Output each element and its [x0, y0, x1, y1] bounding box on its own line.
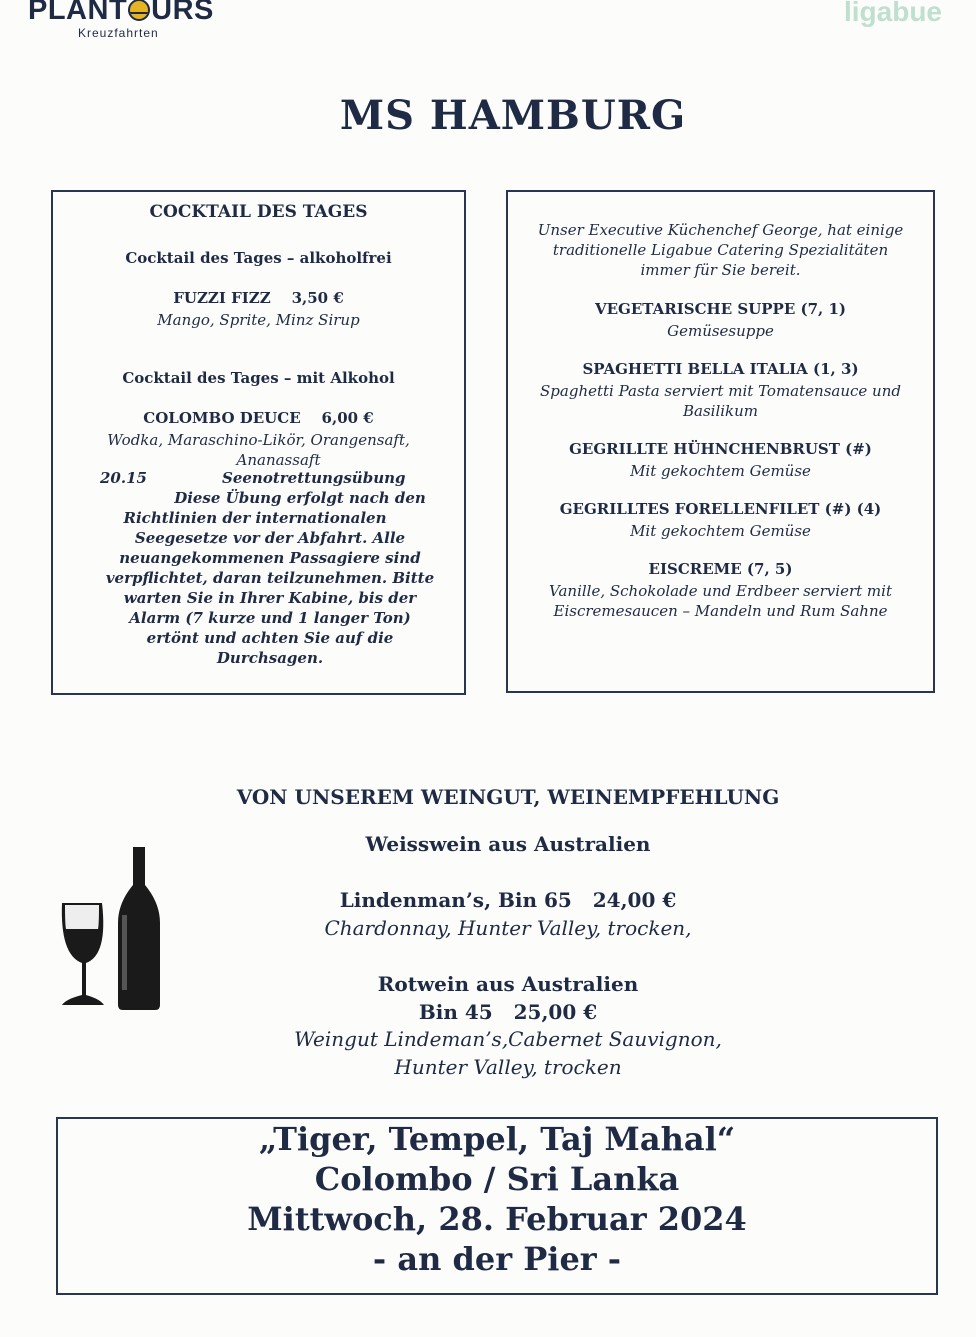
dish-name: EISCREME (7, 5) [648, 560, 793, 578]
chef-intro [508, 220, 933, 280]
dish-desc: Mit gekochtem Gemüse [630, 522, 811, 540]
red-wine-desc-line2: Hunter Valley, trocken [394, 1055, 622, 1079]
drill-line: Diese Übung erfolgt nach den [174, 489, 426, 507]
dish-desc: Vanille, Schokolade und Erdbeer serviert mit [549, 582, 892, 600]
cocktail-item-2 [53, 409, 464, 427]
wine-bottle-icon [118, 847, 160, 1010]
dish-desc: Eiscremesaucen – Mandeln und Rum Sahne [553, 602, 888, 620]
ligabue-logo: ligabue [843, 0, 942, 27]
white-wine-desc: Chardonnay, Hunter Valley, trocken, [324, 916, 692, 940]
wine-price: 25,00 € [513, 1000, 598, 1024]
section-label-nonalcoholic: Cocktail des Tages – alkoholfrei [125, 249, 392, 267]
cocktail-heading: COCKTAIL DES TAGES [149, 202, 368, 222]
dish-desc: Gemüsesuppe [667, 322, 774, 340]
dish-name: SPAGHETTI BELLA ITALIA (1, 3) [582, 360, 859, 378]
logo-subtitle: Kreuzfahrten [78, 26, 159, 40]
dish-name: GEGRILLTES FORELLENFILET (#) (4) [559, 500, 882, 518]
item-name: FUZZI FIZZ [173, 289, 271, 307]
dish-name: VEGETARISCHE SUPPE (7, 1) [594, 300, 846, 318]
dish-desc: Spaghetti Pasta serviert mit Tomatensauce und [540, 382, 901, 400]
red-wine-desc-line1: Weingut Lindeman’s,Cabernet Sauvignon, [294, 1027, 722, 1051]
drill-title: Seenotrettungsübung [222, 469, 406, 487]
drill-line: Seegesetze vor der Abfahrt. Alle [134, 529, 406, 547]
sun-icon [128, 0, 150, 21]
drill-line: verpflichtet, daran teilzunehmen. Bitte [105, 569, 435, 587]
item-price: 3,50 € [291, 289, 344, 307]
wine-heading: VON UNSEREM WEINGUT, WEINEMPFEHLUNG [236, 785, 780, 809]
date: Mittwoch, 28. Februar 2024 [247, 1200, 747, 1238]
intro-line: immer für Sie bereit. [640, 261, 801, 279]
wine-price: 24,00 € [592, 888, 677, 912]
pier-note: - an der Pier - [372, 1240, 622, 1278]
port-name: Colombo / Sri Lanka [314, 1160, 680, 1198]
item-name: COLOMBO DEUCE [143, 409, 301, 427]
drill-line: warten Sie in Ihrer Kabine, bis der [123, 589, 417, 607]
safety-drill-notice [80, 468, 460, 668]
drill-line: Alarm (7 kurze und 1 langer Ton) [129, 609, 411, 627]
excursion-title: „Tiger, Tempel, Taj Mahal“ [258, 1120, 736, 1158]
cocktail-item-1 [53, 289, 464, 307]
drill-line: ertönt und achten Sie auf die [146, 629, 394, 647]
item2-desc-line1: Wodka, Maraschino-Likör, Orangensaft, [107, 431, 410, 449]
intro-line: Unser Executive Küchenchef George, hat einige [537, 221, 904, 239]
plantours-logo [28, 0, 214, 40]
red-wine-label: Rotwein aus Australien [377, 972, 639, 996]
dish-desc: Basilikum [682, 402, 759, 420]
wine-glass-icon [62, 903, 104, 1005]
intro-line: traditionelle Ligabue Catering Spezialitäten [552, 241, 889, 259]
excursion-box [56, 1117, 938, 1295]
wine-name: Bin 45 [418, 1000, 493, 1024]
drill-time: 20.15 [100, 469, 147, 487]
dish-desc: Mit gekochtem Gemüse [630, 462, 811, 480]
page-title: MS HAMBURG [339, 92, 687, 139]
wine-illustration [56, 845, 166, 1015]
dish-name: GEGRILLTE HÜHNCHENBRUST (#) [569, 440, 872, 458]
item1-desc: Mango, Sprite, Minz Sirup [157, 311, 360, 329]
logo-text-part1: PLANT [28, 0, 128, 26]
drill-line: Richtlinien der internationalen [123, 509, 387, 527]
wine-name: Lindenman’s, Bin 65 [339, 888, 572, 912]
item-price: 6,00 € [321, 409, 374, 427]
drill-line: Durchsagen. [216, 649, 324, 667]
item2-desc-line2: Ananassaft [236, 451, 321, 469]
logo-text-part2: URS [151, 0, 214, 26]
specials-box [506, 190, 935, 693]
white-wine-label: Weisswein aus Australien [365, 832, 651, 856]
drill-line: neuangekommenen Passagiere sind [119, 549, 421, 567]
section-label-alcoholic: Cocktail des Tages – mit Alkohol [122, 369, 395, 387]
